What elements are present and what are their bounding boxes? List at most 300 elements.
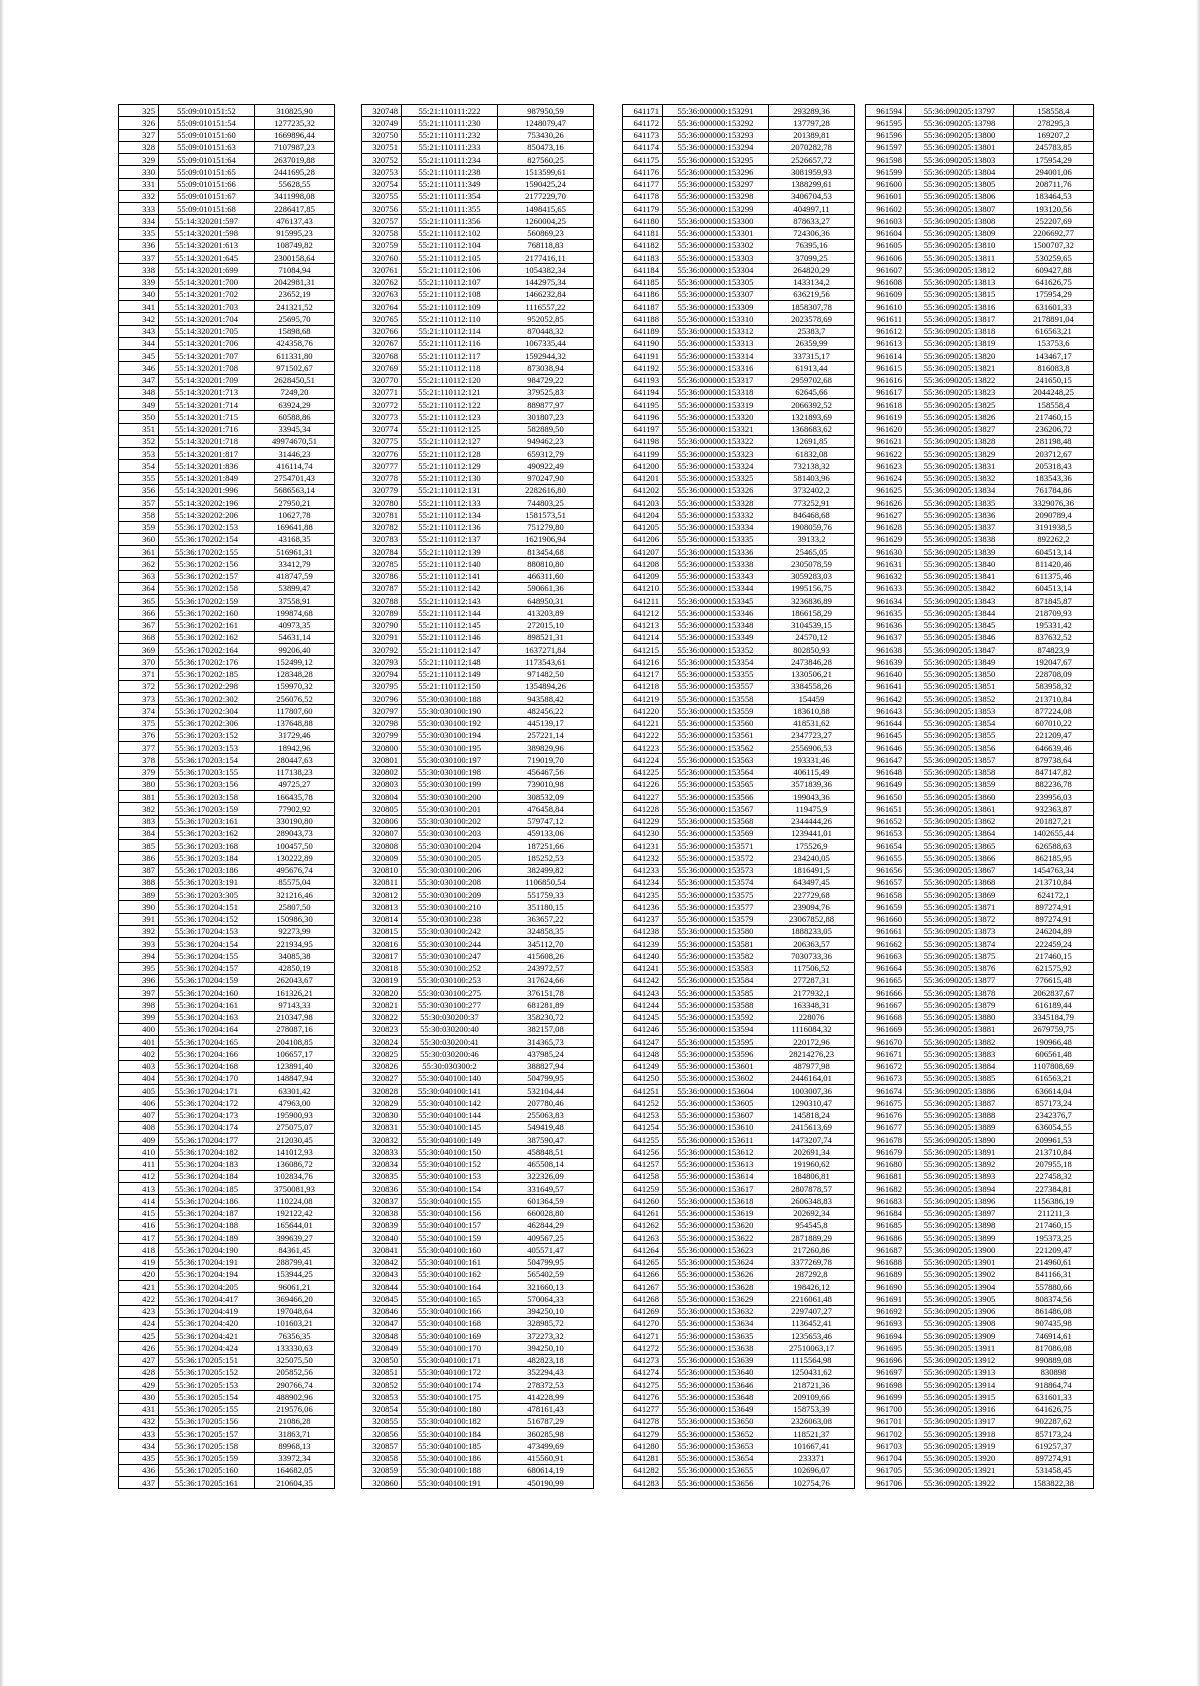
value-cell: 187251,66 bbox=[498, 840, 594, 852]
value-cell: 33972,34 bbox=[255, 1452, 335, 1464]
cadastral-number-cell: 55:36:090205:13857 bbox=[906, 754, 1014, 766]
row-number-cell: 961619 bbox=[866, 411, 906, 423]
table-row bbox=[119, 1342, 335, 1354]
value-cell: 1250431,62 bbox=[769, 1366, 855, 1378]
value-cell: 210347,98 bbox=[255, 1011, 335, 1023]
value-cell: 328985,72 bbox=[498, 1317, 594, 1329]
value-cell: 71084,94 bbox=[255, 264, 335, 276]
row-number-cell: 961614 bbox=[866, 350, 906, 362]
row-number-cell: 320755 bbox=[362, 190, 402, 202]
value-cell: 233371 bbox=[769, 1452, 855, 1464]
cadastral-number-cell: 55:36:000000:153313 bbox=[663, 337, 769, 349]
table-row bbox=[623, 729, 855, 741]
value-cell: 15898,68 bbox=[255, 325, 335, 337]
value-cell: 970247,90 bbox=[498, 472, 594, 484]
value-cell: 2216061,48 bbox=[769, 1293, 855, 1305]
cadastral-number-cell: 55:36:170203:152 bbox=[159, 729, 255, 741]
value-cell: 23652,19 bbox=[255, 288, 335, 300]
row-number-cell: 641225 bbox=[623, 766, 663, 778]
table-row bbox=[119, 276, 335, 288]
table-row bbox=[119, 778, 335, 790]
value-cell: 2441695,28 bbox=[255, 166, 335, 178]
value-cell: 557880,66 bbox=[1014, 1281, 1094, 1293]
row-number-cell: 641171 bbox=[623, 105, 663, 117]
table-row bbox=[362, 1428, 594, 1440]
table-row bbox=[866, 1232, 1094, 1244]
table-row bbox=[623, 521, 855, 533]
table-row bbox=[119, 203, 335, 215]
value-cell: 376151,78 bbox=[498, 987, 594, 999]
table-row bbox=[623, 1317, 855, 1329]
value-cell: 607010,22 bbox=[1014, 717, 1094, 729]
value-cell: 101603,21 bbox=[255, 1317, 335, 1329]
row-number-cell: 641193 bbox=[623, 374, 663, 386]
cadastral-number-cell: 55:14:320201:597 bbox=[159, 215, 255, 227]
value-cell: 85575,04 bbox=[255, 876, 335, 888]
row-number-cell: 352 bbox=[119, 435, 159, 447]
value-cell: 2177932,1 bbox=[769, 987, 855, 999]
table-row bbox=[866, 1134, 1094, 1146]
table-row bbox=[623, 1121, 855, 1133]
row-number-cell: 364 bbox=[119, 582, 159, 594]
table-row bbox=[623, 239, 855, 251]
row-number-cell: 395 bbox=[119, 962, 159, 974]
table-row bbox=[866, 1011, 1094, 1023]
cadastral-number-cell: 55:36:170203:305 bbox=[159, 889, 255, 901]
cadastral-number-cell: 55:30:040100:191 bbox=[402, 1477, 498, 1489]
cadastral-number-cell: 55:36:000000:153584 bbox=[663, 974, 769, 986]
cadastral-number-cell: 55:36:170204:163 bbox=[159, 1011, 255, 1023]
row-number-cell: 641263 bbox=[623, 1232, 663, 1244]
table-row bbox=[623, 864, 855, 876]
value-cell: 76356,35 bbox=[255, 1330, 335, 1342]
row-number-cell: 368 bbox=[119, 631, 159, 643]
cadastral-number-cell: 55:36:170202:304 bbox=[159, 705, 255, 717]
row-number-cell: 641283 bbox=[623, 1477, 663, 1489]
cadastral-number-cell: 55:21:110112:133 bbox=[402, 497, 498, 509]
value-cell: 25807,50 bbox=[255, 901, 335, 913]
table-row bbox=[362, 1268, 594, 1280]
cadastral-number-cell: 55:21:110112:104 bbox=[402, 239, 498, 251]
table-row bbox=[623, 129, 855, 141]
table-row bbox=[362, 729, 594, 741]
table-row bbox=[866, 827, 1094, 839]
row-number-cell: 372 bbox=[119, 680, 159, 692]
cadastral-number-cell: 55:30:040100:182 bbox=[402, 1415, 498, 1427]
cadastral-number-cell: 55:21:110112:129 bbox=[402, 460, 498, 472]
cadastral-number-cell: 55:21:110112:127 bbox=[402, 435, 498, 447]
row-number-cell: 961621 bbox=[866, 435, 906, 447]
table-row bbox=[623, 1023, 855, 1035]
value-cell: 190966,48 bbox=[1014, 1036, 1094, 1048]
table-row bbox=[623, 852, 855, 864]
row-number-cell: 961653 bbox=[866, 827, 906, 839]
value-cell: 952052,85 bbox=[498, 313, 594, 325]
value-cell: 102754,76 bbox=[769, 1477, 855, 1489]
cadastral-number-cell: 55:21:110112:147 bbox=[402, 644, 498, 656]
cadastral-number-cell: 55:36:000000:153299 bbox=[663, 203, 769, 215]
cadastral-number-cell: 55:36:170205:156 bbox=[159, 1415, 255, 1427]
row-number-cell: 641217 bbox=[623, 668, 663, 680]
table-row bbox=[362, 154, 594, 166]
cadastral-number-cell: 55:21:110112:102 bbox=[402, 227, 498, 239]
row-number-cell: 359 bbox=[119, 521, 159, 533]
cadastral-number-cell: 55:36:000000:153569 bbox=[663, 827, 769, 839]
value-cell: 281198,48 bbox=[1014, 435, 1094, 447]
row-number-cell: 320787 bbox=[362, 582, 402, 594]
table-row bbox=[119, 631, 335, 643]
row-number-cell: 961663 bbox=[866, 950, 906, 962]
table-row bbox=[866, 1195, 1094, 1207]
cadastral-number-cell: 55:09:010151:63 bbox=[159, 141, 255, 153]
table-row bbox=[119, 252, 335, 264]
row-number-cell: 961649 bbox=[866, 778, 906, 790]
table-row bbox=[623, 1011, 855, 1023]
value-cell: 490922,49 bbox=[498, 460, 594, 472]
row-number-cell: 379 bbox=[119, 766, 159, 778]
value-cell: 1156386,19 bbox=[1014, 1195, 1094, 1207]
row-number-cell: 641252 bbox=[623, 1097, 663, 1109]
row-number-cell: 961683 bbox=[866, 1195, 906, 1207]
table-row bbox=[362, 325, 594, 337]
cadastral-number-cell: 55:36:090205:13916 bbox=[906, 1403, 1014, 1415]
value-cell: 175954,29 bbox=[1014, 154, 1094, 166]
row-number-cell: 320749 bbox=[362, 117, 402, 129]
cadastral-number-cell: 55:36:090205:13882 bbox=[906, 1036, 1014, 1048]
cadastral-number-cell: 55:36:170205:154 bbox=[159, 1391, 255, 1403]
value-cell: 152499,12 bbox=[255, 656, 335, 668]
value-cell: 290766,74 bbox=[255, 1379, 335, 1391]
row-number-cell: 320806 bbox=[362, 815, 402, 827]
row-number-cell: 320765 bbox=[362, 313, 402, 325]
table-row bbox=[623, 1452, 855, 1464]
cadastral-number-cell: 55:36:000000:153610 bbox=[663, 1121, 769, 1133]
cadastral-number-cell: 55:36:090205:13869 bbox=[906, 889, 1014, 901]
row-number-cell: 961611 bbox=[866, 313, 906, 325]
value-cell: 27510063,17 bbox=[769, 1342, 855, 1354]
row-number-cell: 320838 bbox=[362, 1207, 402, 1219]
row-number-cell: 320794 bbox=[362, 668, 402, 680]
row-number-cell: 389 bbox=[119, 889, 159, 901]
cadastral-number-cell: 55:36:000000:153338 bbox=[663, 558, 769, 570]
table-row bbox=[623, 1379, 855, 1391]
value-cell: 192047,67 bbox=[1014, 656, 1094, 668]
cadastral-number-cell: 55:36:090205:13825 bbox=[906, 399, 1014, 411]
cadastral-table-1 bbox=[118, 104, 335, 1489]
row-number-cell: 419 bbox=[119, 1256, 159, 1268]
row-number-cell: 320761 bbox=[362, 264, 402, 276]
table-row bbox=[119, 1415, 335, 1427]
value-cell: 581403,96 bbox=[769, 472, 855, 484]
table-row bbox=[362, 264, 594, 276]
cadastral-number-cell: 55:30:030100:204 bbox=[402, 840, 498, 852]
value-cell: 202692,34 bbox=[769, 1207, 855, 1219]
row-number-cell: 320779 bbox=[362, 484, 402, 496]
cadastral-number-cell: 55:36:170203:154 bbox=[159, 754, 255, 766]
value-cell: 2178891,04 bbox=[1014, 313, 1094, 325]
value-cell: 2871889,29 bbox=[769, 1232, 855, 1244]
value-cell: 193331,46 bbox=[769, 754, 855, 766]
row-number-cell: 320753 bbox=[362, 166, 402, 178]
cadastral-number-cell: 55:36:170205:161 bbox=[159, 1477, 255, 1489]
value-cell: 352294,43 bbox=[498, 1366, 594, 1378]
row-number-cell: 641270 bbox=[623, 1317, 663, 1329]
table-row bbox=[119, 987, 335, 999]
cadastral-number-cell: 55:36:000000:153304 bbox=[663, 264, 769, 276]
cadastral-number-cell: 55:36:170203:159 bbox=[159, 803, 255, 815]
row-number-cell: 320801 bbox=[362, 754, 402, 766]
row-number-cell: 641240 bbox=[623, 950, 663, 962]
cadastral-number-cell: 55:36:170204:151 bbox=[159, 901, 255, 913]
cadastral-number-cell: 55:36:090205:13839 bbox=[906, 546, 1014, 558]
cadastral-number-cell: 55:36:000000:153302 bbox=[663, 239, 769, 251]
table-row bbox=[623, 1146, 855, 1158]
table-row bbox=[119, 521, 335, 533]
value-cell: 110224,08 bbox=[255, 1195, 335, 1207]
cadastral-number-cell: 55:36:090205:13915 bbox=[906, 1391, 1014, 1403]
value-cell: 424358,76 bbox=[255, 337, 335, 349]
table-block-1 bbox=[118, 104, 335, 1489]
table-row bbox=[866, 497, 1094, 509]
value-cell: 21086,28 bbox=[255, 1415, 335, 1427]
value-cell: 154459 bbox=[769, 693, 855, 705]
row-number-cell: 641180 bbox=[623, 215, 663, 227]
table-row bbox=[866, 264, 1094, 276]
row-number-cell: 961604 bbox=[866, 227, 906, 239]
row-number-cell: 961657 bbox=[866, 876, 906, 888]
cadastral-number-cell: 55:30:040100:169 bbox=[402, 1330, 498, 1342]
row-number-cell: 641260 bbox=[623, 1195, 663, 1207]
table-row bbox=[362, 362, 594, 374]
cadastral-number-cell: 55:36:090205:13864 bbox=[906, 827, 1014, 839]
row-number-cell: 641183 bbox=[623, 252, 663, 264]
value-cell: 1908059,76 bbox=[769, 521, 855, 533]
value-cell: 277287,31 bbox=[769, 974, 855, 986]
cadastral-number-cell: 55:36:170205:152 bbox=[159, 1366, 255, 1378]
value-cell: 195900,93 bbox=[255, 1109, 335, 1121]
table-row bbox=[119, 423, 335, 435]
cadastral-number-cell: 55:30:030100:188 bbox=[402, 693, 498, 705]
value-cell: 1454763,34 bbox=[1014, 864, 1094, 876]
row-number-cell: 406 bbox=[119, 1097, 159, 1109]
table-row bbox=[362, 1354, 594, 1366]
row-number-cell: 641243 bbox=[623, 987, 663, 999]
cadastral-number-cell: 55:30:040100:157 bbox=[402, 1219, 498, 1231]
value-cell: 301807,23 bbox=[498, 411, 594, 423]
row-number-cell: 961704 bbox=[866, 1452, 906, 1464]
row-number-cell: 360 bbox=[119, 533, 159, 545]
value-cell: 1116557,22 bbox=[498, 301, 594, 313]
value-cell: 2526657,72 bbox=[769, 154, 855, 166]
table-row bbox=[362, 1011, 594, 1023]
row-number-cell: 961628 bbox=[866, 521, 906, 533]
table-row bbox=[866, 423, 1094, 435]
cadastral-number-cell: 55:30:040100:142 bbox=[402, 1097, 498, 1109]
value-cell: 217260,86 bbox=[769, 1244, 855, 1256]
cadastral-number-cell: 55:21:110111:230 bbox=[402, 117, 498, 129]
value-cell: 1173543,61 bbox=[498, 656, 594, 668]
value-cell: 808374,56 bbox=[1014, 1293, 1094, 1305]
row-number-cell: 350 bbox=[119, 411, 159, 423]
cadastral-number-cell: 55:09:010151:60 bbox=[159, 129, 255, 141]
value-cell: 123891,40 bbox=[255, 1060, 335, 1072]
row-number-cell: 961616 bbox=[866, 374, 906, 386]
table-row bbox=[362, 472, 594, 484]
row-number-cell: 641250 bbox=[623, 1072, 663, 1084]
row-number-cell: 961645 bbox=[866, 729, 906, 741]
table-row bbox=[866, 386, 1094, 398]
table-row bbox=[362, 1379, 594, 1391]
row-number-cell: 641216 bbox=[623, 656, 663, 668]
value-cell: 583958,32 bbox=[1014, 680, 1094, 692]
table-row bbox=[119, 1440, 335, 1452]
row-number-cell: 961654 bbox=[866, 840, 906, 852]
row-number-cell: 641229 bbox=[623, 815, 663, 827]
value-cell: 874823,9 bbox=[1014, 644, 1094, 656]
row-number-cell: 380 bbox=[119, 778, 159, 790]
cadastral-number-cell: 55:36:170202:161 bbox=[159, 619, 255, 631]
row-number-cell: 961624 bbox=[866, 472, 906, 484]
row-number-cell: 641208 bbox=[623, 558, 663, 570]
value-cell: 918864,74 bbox=[1014, 1379, 1094, 1391]
cadastral-number-cell: 55:30:030100:205 bbox=[402, 852, 498, 864]
table-row bbox=[119, 1048, 335, 1060]
cadastral-number-cell: 55:36:170205:155 bbox=[159, 1403, 255, 1415]
table-row bbox=[362, 1219, 594, 1231]
table-row bbox=[362, 1158, 594, 1170]
row-number-cell: 641262 bbox=[623, 1219, 663, 1231]
value-cell: 616189,44 bbox=[1014, 999, 1094, 1011]
row-number-cell: 961607 bbox=[866, 264, 906, 276]
cadastral-number-cell: 55:30:030100:202 bbox=[402, 815, 498, 827]
table-row bbox=[119, 1023, 335, 1035]
table-row bbox=[119, 484, 335, 496]
row-number-cell: 961700 bbox=[866, 1403, 906, 1415]
row-number-cell: 320793 bbox=[362, 656, 402, 668]
row-number-cell: 320800 bbox=[362, 742, 402, 754]
table-row bbox=[623, 876, 855, 888]
row-number-cell: 641196 bbox=[623, 411, 663, 423]
value-cell: 308532,09 bbox=[498, 791, 594, 803]
value-cell: 117506,52 bbox=[769, 962, 855, 974]
cadastral-number-cell: 55:36:170203:161 bbox=[159, 815, 255, 827]
cadastral-number-cell: 55:36:090205:13898 bbox=[906, 1219, 1014, 1231]
value-cell: 207780,46 bbox=[498, 1097, 594, 1109]
value-cell: 330190,80 bbox=[255, 815, 335, 827]
row-number-cell: 641275 bbox=[623, 1379, 663, 1391]
table-row bbox=[119, 974, 335, 986]
row-number-cell: 961676 bbox=[866, 1109, 906, 1121]
value-cell: 1106850,54 bbox=[498, 876, 594, 888]
cadastral-number-cell: 55:21:110112:118 bbox=[402, 362, 498, 374]
table-row bbox=[866, 301, 1094, 313]
value-cell: 317624,66 bbox=[498, 974, 594, 986]
table-row bbox=[866, 913, 1094, 925]
row-number-cell: 961594 bbox=[866, 105, 906, 117]
table-row bbox=[362, 1342, 594, 1354]
row-number-cell: 388 bbox=[119, 876, 159, 888]
table-row bbox=[623, 680, 855, 692]
table-row bbox=[362, 607, 594, 619]
value-cell: 84361,45 bbox=[255, 1244, 335, 1256]
row-number-cell: 641253 bbox=[623, 1109, 663, 1121]
row-number-cell: 320819 bbox=[362, 974, 402, 986]
cadastral-number-cell: 55:36:170204:170 bbox=[159, 1072, 255, 1084]
row-number-cell: 641224 bbox=[623, 754, 663, 766]
cadastral-number-cell: 55:30:030200:41 bbox=[402, 1036, 498, 1048]
cadastral-number-cell: 55:36:000000:153582 bbox=[663, 950, 769, 962]
row-number-cell: 320859 bbox=[362, 1464, 402, 1476]
table-row bbox=[119, 1464, 335, 1476]
table-row bbox=[362, 742, 594, 754]
cadastral-number-cell: 55:36:000000:153355 bbox=[663, 668, 769, 680]
table-row bbox=[866, 840, 1094, 852]
row-number-cell: 367 bbox=[119, 619, 159, 631]
table-row bbox=[362, 668, 594, 680]
row-number-cell: 961662 bbox=[866, 938, 906, 950]
row-number-cell: 961655 bbox=[866, 852, 906, 864]
table-row bbox=[866, 1256, 1094, 1268]
value-cell: 262043,67 bbox=[255, 974, 335, 986]
row-number-cell: 961612 bbox=[866, 325, 906, 337]
cadastral-number-cell: 55:36:090205:13859 bbox=[906, 778, 1014, 790]
row-number-cell: 320832 bbox=[362, 1134, 402, 1146]
row-number-cell: 437 bbox=[119, 1477, 159, 1489]
table-row bbox=[362, 693, 594, 705]
table-row bbox=[623, 840, 855, 852]
value-cell: 28214276,23 bbox=[769, 1048, 855, 1060]
cadastral-number-cell: 55:21:110112:114 bbox=[402, 325, 498, 337]
table-row bbox=[119, 1072, 335, 1084]
row-number-cell: 320751 bbox=[362, 141, 402, 153]
row-number-cell: 961623 bbox=[866, 460, 906, 472]
table-row bbox=[866, 276, 1094, 288]
row-number-cell: 353 bbox=[119, 448, 159, 460]
cadastral-number-cell: 55:36:090205:13815 bbox=[906, 288, 1014, 300]
value-cell: 504799,95 bbox=[498, 1256, 594, 1268]
cadastral-number-cell: 55:36:090205:13875 bbox=[906, 950, 1014, 962]
table-row bbox=[866, 129, 1094, 141]
row-number-cell: 409 bbox=[119, 1134, 159, 1146]
value-cell: 256076,52 bbox=[255, 693, 335, 705]
cadastral-number-cell: 55:36:000000:153296 bbox=[663, 166, 769, 178]
value-cell: 163348,31 bbox=[769, 999, 855, 1011]
value-cell: 943588,42 bbox=[498, 693, 594, 705]
value-cell: 184806,81 bbox=[769, 1170, 855, 1182]
cadastral-number-cell: 55:30:040100:186 bbox=[402, 1452, 498, 1464]
cadastral-number-cell: 55:21:110112:144 bbox=[402, 607, 498, 619]
value-cell: 476458,84 bbox=[498, 803, 594, 815]
row-number-cell: 351 bbox=[119, 423, 159, 435]
value-cell: 802850,93 bbox=[769, 644, 855, 656]
value-cell: 990889,08 bbox=[1014, 1354, 1094, 1366]
value-cell: 31729,46 bbox=[255, 729, 335, 741]
cadastral-number-cell: 55:14:320201:996 bbox=[159, 484, 255, 496]
value-cell: 287292,8 bbox=[769, 1268, 855, 1280]
cadastral-number-cell: 55:36:000000:153320 bbox=[663, 411, 769, 423]
row-number-cell: 641228 bbox=[623, 803, 663, 815]
value-cell: 2679759,75 bbox=[1014, 1023, 1094, 1035]
row-number-cell: 328 bbox=[119, 141, 159, 153]
value-cell: 117138,23 bbox=[255, 766, 335, 778]
cadastral-number-cell: 55:09:010151:54 bbox=[159, 117, 255, 129]
table-row bbox=[866, 1183, 1094, 1195]
table-row bbox=[119, 1281, 335, 1293]
table-row bbox=[866, 680, 1094, 692]
value-cell: 1136452,41 bbox=[769, 1317, 855, 1329]
table-row bbox=[362, 595, 594, 607]
cadastral-number-cell: 55:36:170203:158 bbox=[159, 791, 255, 803]
